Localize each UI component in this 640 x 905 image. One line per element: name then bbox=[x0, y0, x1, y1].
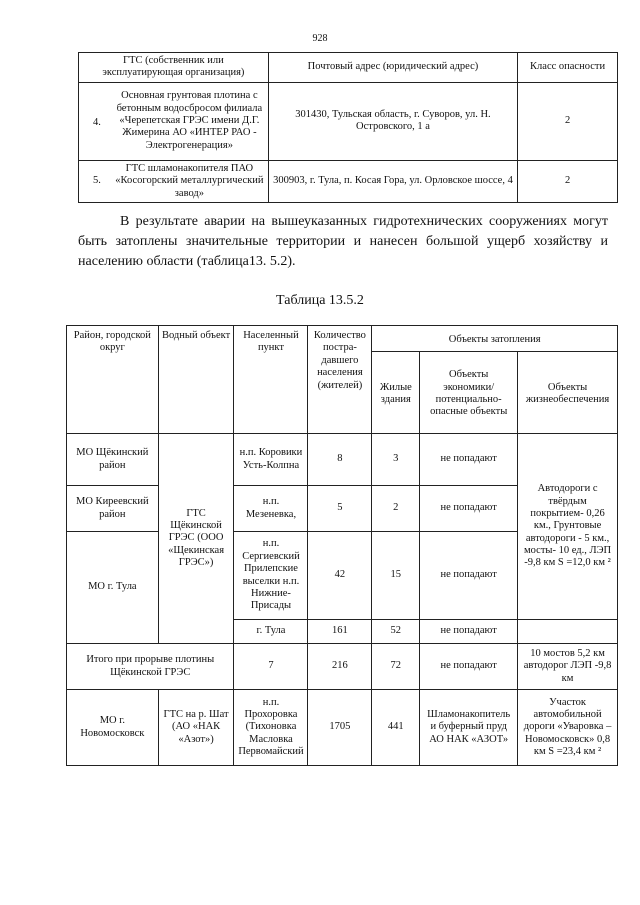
gts-address-table bbox=[78, 52, 618, 203]
header-flood-objects: Объекты затопления bbox=[372, 326, 618, 352]
total-life-support: 10 мостов 5,2 км автодорог ЛЭП -9,8 км bbox=[518, 644, 618, 690]
table-row bbox=[67, 690, 618, 766]
total-settlements: 7 bbox=[234, 644, 308, 690]
gts-cell bbox=[79, 160, 269, 202]
gts-cell bbox=[79, 82, 269, 160]
header-class: Класс опасности bbox=[518, 53, 618, 83]
header-settlement: Населенный пункт bbox=[234, 326, 308, 434]
total-label: Итого при прорыве плотины Щёкинской ГРЭС bbox=[67, 644, 234, 690]
total-row bbox=[67, 644, 618, 690]
header-population: Количество постра- давшего населения (жителей) bbox=[308, 326, 372, 434]
settlement-cell: н.п. Прохоровка (Тихоновка Масловка Первомайский bbox=[234, 690, 308, 766]
gts-name: ГТС шламонакопителя ПАО «Косогорский металлургический завод» bbox=[115, 162, 264, 199]
population-cell: 1705 bbox=[308, 690, 372, 766]
economy-cell: не попадают bbox=[420, 486, 518, 532]
address-cell: 300903, г. Тула, п. Косая Гора, ул. Орловское шоссе, 4 bbox=[268, 160, 517, 202]
header-address: Почтовый адрес (юридический адрес) bbox=[268, 53, 517, 83]
total-economy: не попадают bbox=[420, 644, 518, 690]
population-cell: 161 bbox=[308, 620, 372, 644]
life-support-cell: Участок автомобильной дороги «Уваровка – Новомосковск» 0,8 км S =23,4 км ² bbox=[518, 690, 618, 766]
address-cell: 301430, Тульская область, г. Суворов, ул. Н. Островского, 1 а bbox=[268, 82, 517, 160]
table-header-row bbox=[79, 53, 618, 83]
class-cell: 2 bbox=[518, 160, 618, 202]
settlement-cell: н.п. Коровики Усть-Колпна bbox=[234, 434, 308, 486]
water-object-cell: ГТС Щёкинской ГРЭС (ООО «Щекинская ГРЭС») bbox=[158, 434, 234, 644]
housing-cell: 15 bbox=[372, 532, 420, 620]
header-economy: Объекты экономики/ потенциально- опасные объекты bbox=[420, 352, 518, 434]
header-life-support: Объекты жизнеобеспечения bbox=[518, 352, 618, 434]
population-cell: 42 bbox=[308, 532, 372, 620]
economy-cell: не попадают bbox=[420, 434, 518, 486]
page-number: 928 bbox=[312, 33, 328, 44]
district-cell: МО Щёкинский район bbox=[67, 434, 159, 486]
water-object-cell: ГТС на р. Шат (АО «НАК «Азот») bbox=[158, 690, 234, 766]
settlement-cell: н.п. Мезеневка, bbox=[234, 486, 308, 532]
header-gts: ГТС (собственник или эксплуатирующая организация) bbox=[79, 53, 269, 83]
header-housing: Жилые здания bbox=[372, 352, 420, 434]
table-header-row bbox=[67, 326, 618, 352]
settlement-cell: г. Тула bbox=[234, 620, 308, 644]
flood-objects-table bbox=[66, 325, 618, 766]
total-population: 216 bbox=[308, 644, 372, 690]
economy-cell: не попадают bbox=[420, 620, 518, 644]
housing-cell: 2 bbox=[372, 486, 420, 532]
body-paragraph: В результате аварии на вышеуказанных гидротехнических сооружениях могут быть затоплены значительные территории и нанесен большой ущерб хозяйству и населению области (таблица13. 5.2). bbox=[78, 214, 608, 269]
header-water: Водный объект bbox=[158, 326, 234, 434]
table-row bbox=[79, 160, 618, 202]
population-cell: 8 bbox=[308, 434, 372, 486]
life-support-cell-empty bbox=[518, 620, 618, 644]
district-cell: МО г. Новомосковск bbox=[67, 690, 159, 766]
settlement-cell: н.п. Сергиевский Прилепские выселки н.п. Нижние-Присады bbox=[234, 532, 308, 620]
economy-cell: не попадают bbox=[420, 532, 518, 620]
housing-cell: 52 bbox=[372, 620, 420, 644]
row-number: 5. bbox=[93, 174, 101, 186]
class-cell: 2 bbox=[518, 82, 618, 160]
district-cell: МО Киреевский район bbox=[67, 486, 159, 532]
gts-name: Основная грунтовая плотина с бетонным водосбросом филиала «Черепетская ГРЭС имени Д.Г. Жимерина АО «ИНТЕР РАО - Электрогенерация» bbox=[116, 90, 263, 151]
total-housing: 72 bbox=[372, 644, 420, 690]
district-cell: МО г. Тула bbox=[67, 532, 159, 644]
economy-cell: Шламонакопитель и буферный пруд АО НАК «АЗОТ» bbox=[420, 690, 518, 766]
row-number: 4. bbox=[93, 116, 101, 128]
table-caption: Таблица 13.5.2 bbox=[276, 293, 364, 308]
table-row bbox=[67, 434, 618, 486]
table-row bbox=[79, 82, 618, 160]
housing-cell: 441 bbox=[372, 690, 420, 766]
population-cell: 5 bbox=[308, 486, 372, 532]
life-support-cell: Автодороги с твёрдым покрытием- 0,26 км., Грунтовые автодороги - 5 км., мосты- 10 ед., ЛЭП -9,8 км S =12,0 км ² bbox=[518, 434, 618, 620]
header-district: Район, городской округ bbox=[67, 326, 159, 434]
housing-cell: 3 bbox=[372, 434, 420, 486]
